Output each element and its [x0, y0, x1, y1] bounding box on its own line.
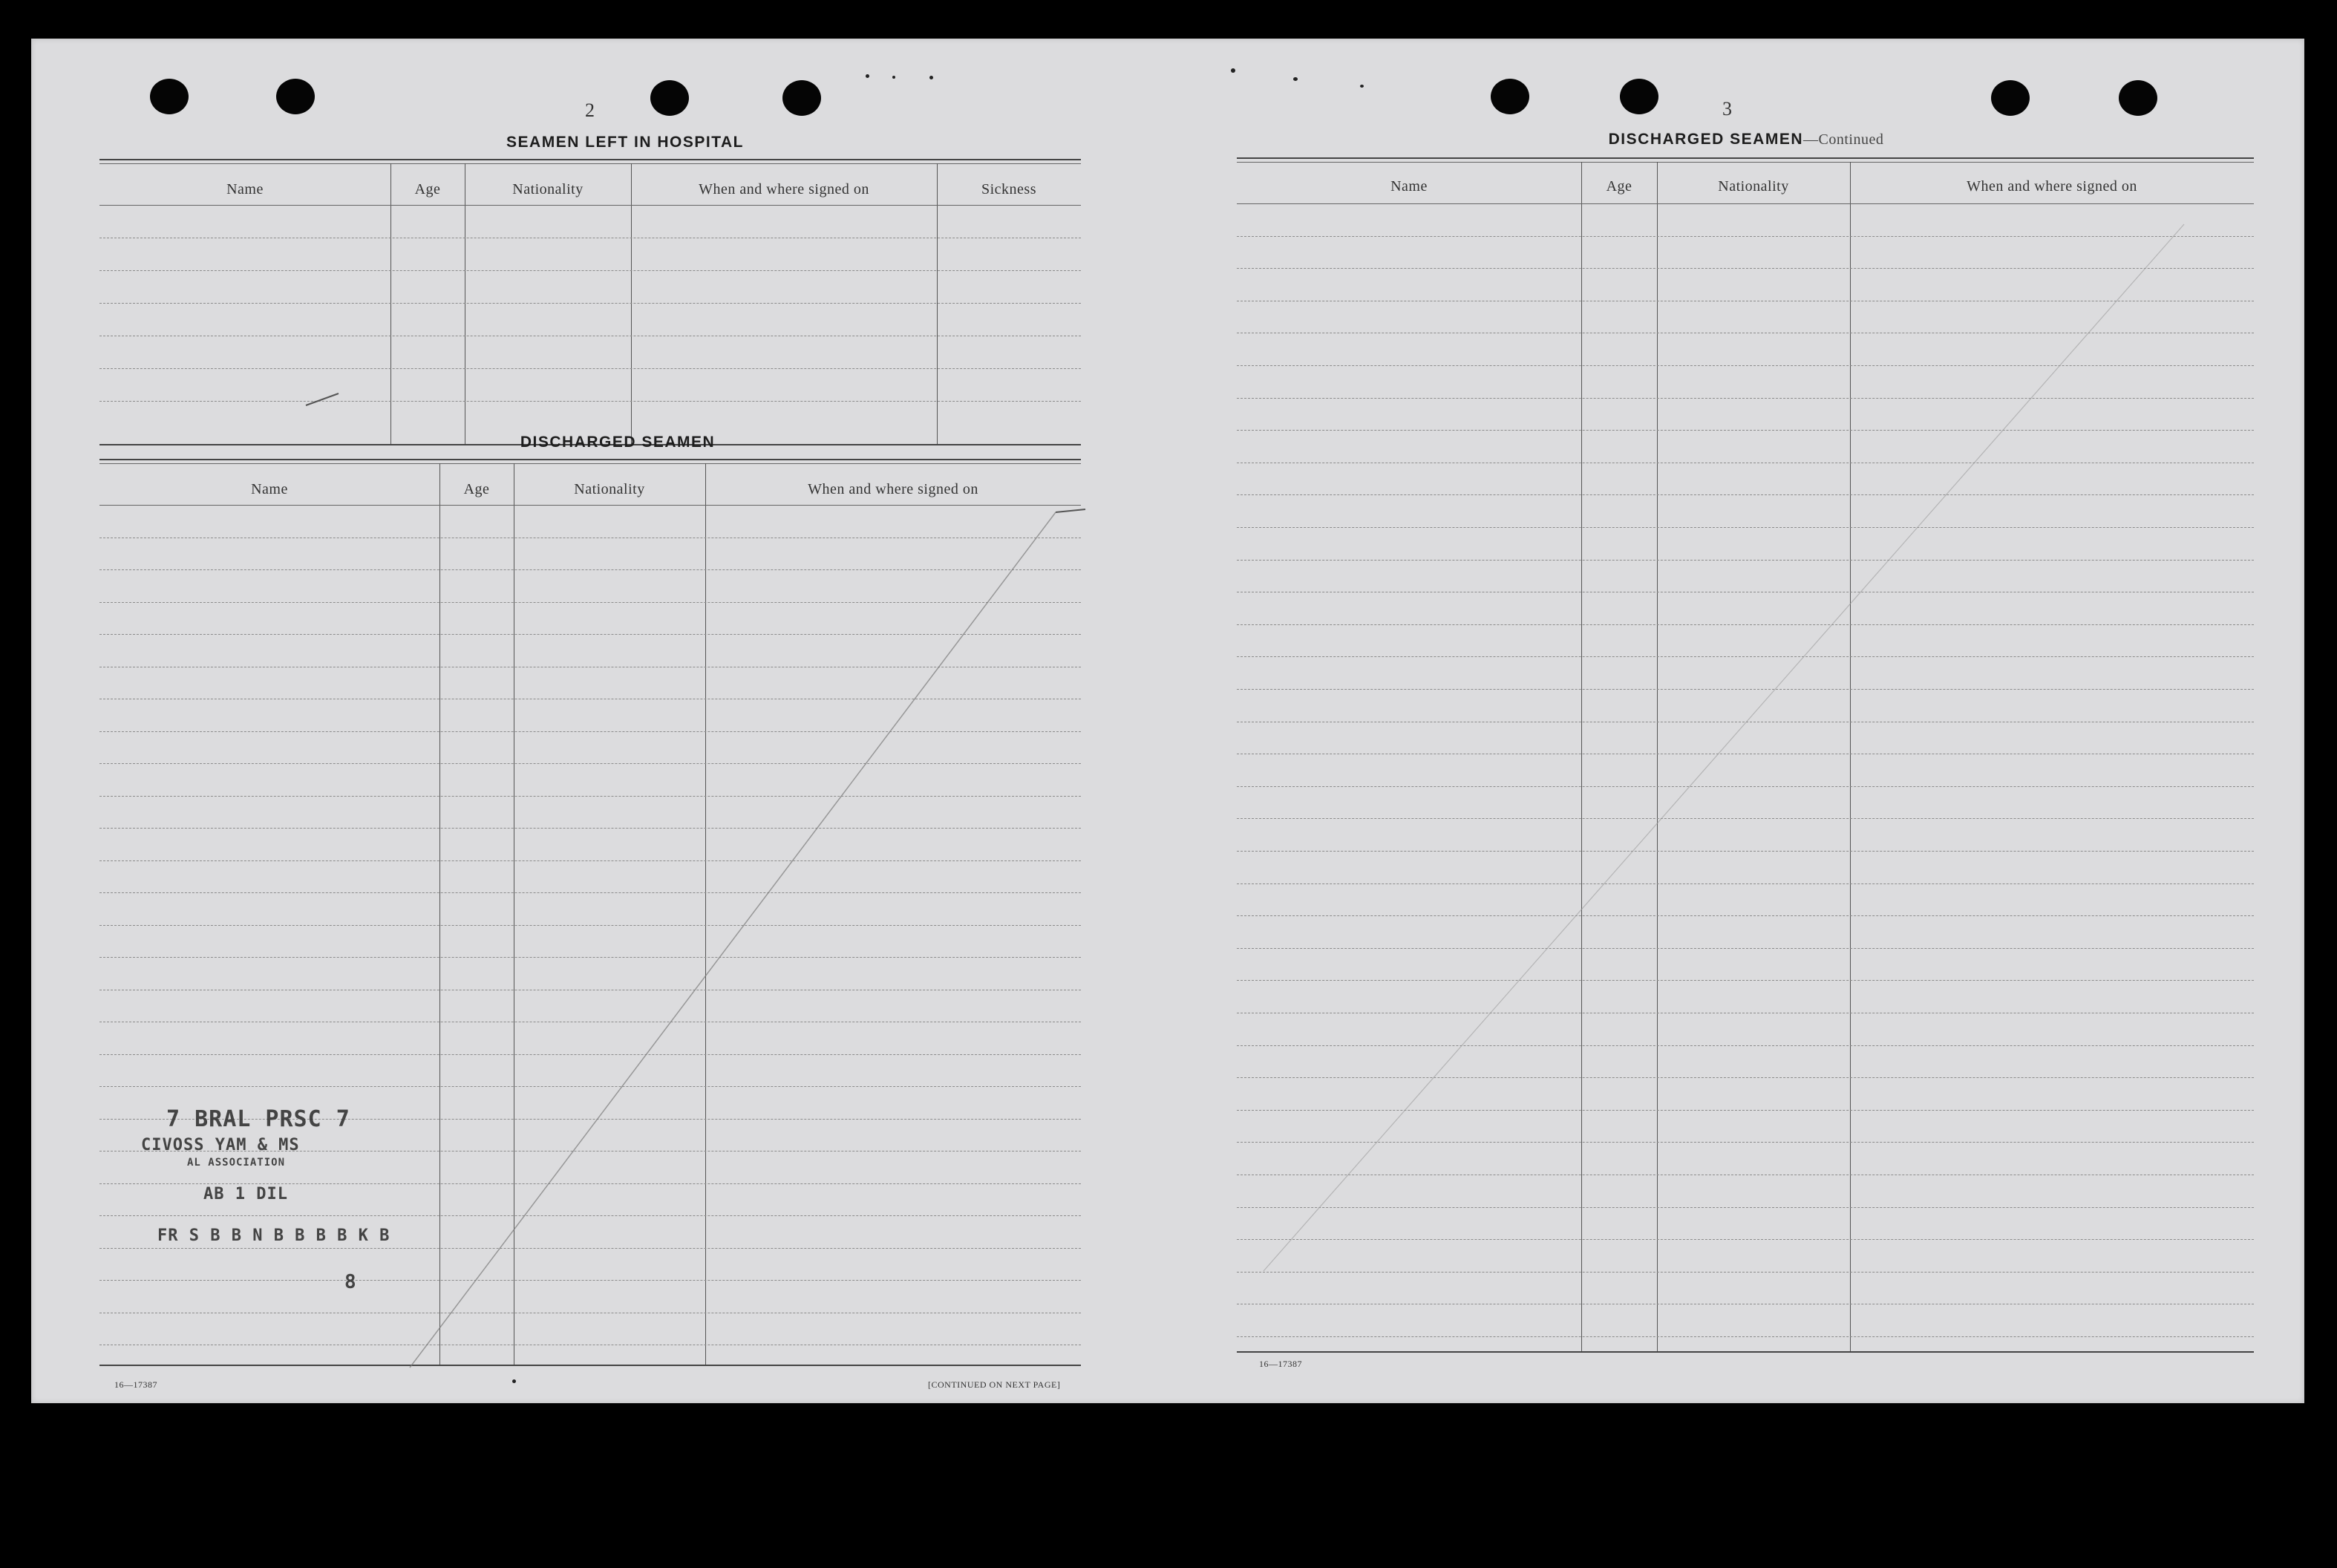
column-header: Age [1606, 178, 1632, 195]
page-number-left: 2 [585, 99, 595, 121]
stamp-line: 7 BRAL PRSC 7 [166, 1106, 350, 1132]
column-header: Name [1390, 178, 1428, 195]
column-header: When and where signed on [808, 481, 978, 497]
document-sheet [31, 39, 2304, 1403]
column-header: Age [463, 481, 490, 497]
right-title-continued: —Continued [1803, 131, 1884, 148]
column-header: Age [414, 181, 441, 197]
form-number-left: 16—17387 [114, 1379, 157, 1390]
column-header: Nationality [574, 481, 645, 497]
stamp-line: 8 [344, 1271, 357, 1293]
continued-note: [CONTINUED ON NEXT PAGE] [928, 1379, 1061, 1390]
column-header: When and where signed on [1967, 178, 2137, 195]
page-number-right: 3 [1722, 98, 1732, 120]
cross-out-lines [31, 39, 2304, 1403]
form-number-right: 16—17387 [1259, 1359, 1302, 1369]
discharged-section-title: DISCHARGED SEAMEN [520, 434, 716, 451]
hospital-section-title: SEAMEN LEFT IN HOSPITAL [506, 134, 744, 151]
stamp-line: AL ASSOCIATION [187, 1157, 286, 1169]
column-header: Sickness [981, 181, 1036, 197]
stamp-line: AB 1 DIL [203, 1185, 288, 1203]
column-header: Nationality [512, 181, 584, 197]
stamp-line: CIVOSS YAM & MS [141, 1136, 300, 1154]
column-header: Nationality [1718, 178, 1789, 195]
column-header: Name [226, 181, 264, 197]
right-title-text: DISCHARGED SEAMEN [1608, 131, 1803, 148]
stamp-line: FR S B B N B B B B K B [157, 1226, 390, 1245]
column-header: Name [251, 481, 288, 497]
column-header: When and where signed on [699, 181, 869, 197]
